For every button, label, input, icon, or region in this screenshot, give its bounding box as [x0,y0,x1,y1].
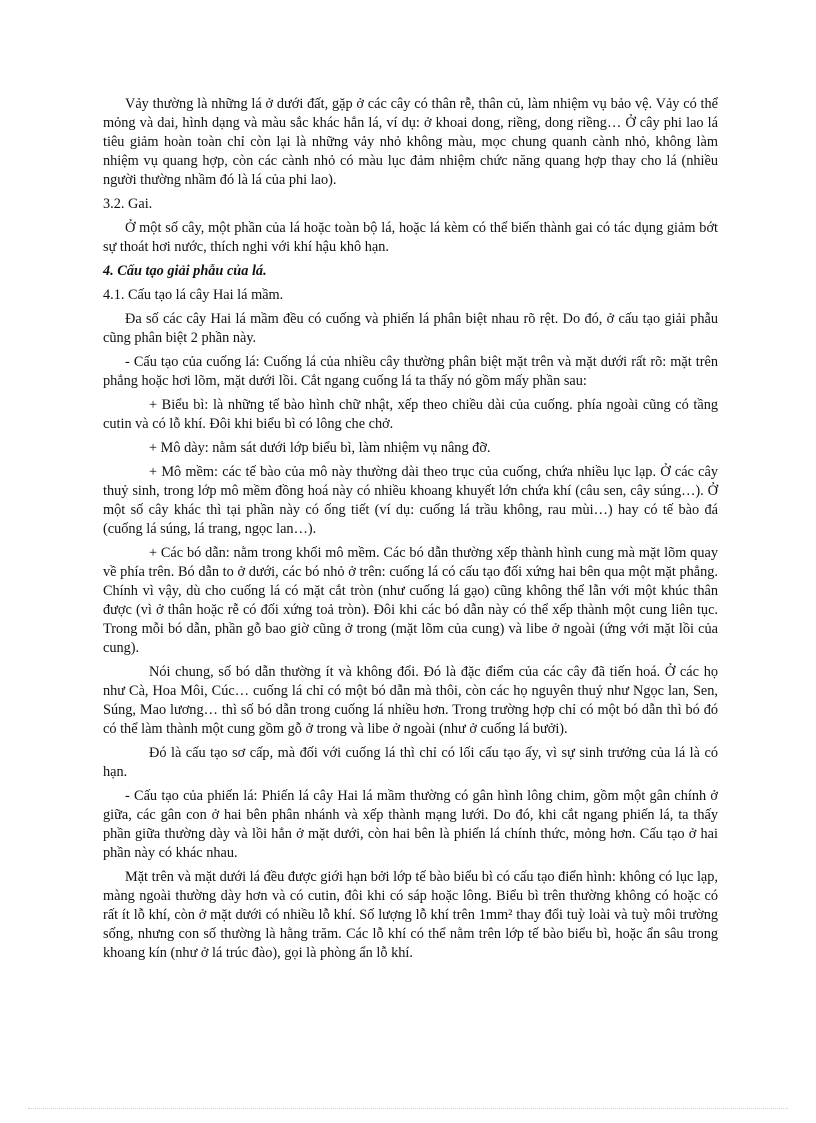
paragraph-primary-structure: Đó là cấu tạo sơ cấp, mà đối với cuống lá thì chỉ có lối cấu tạo ấy, vì sự sinh trưởng của lá là có hạn. [103,745,718,780]
paragraph-petiole-structure: - Cấu tạo của cuống lá: Cuống lá của nhiều cây thường phân biệt mặt trên và mặt dưới rất rõ: mặt trên phẳng hoặc hơi lõm, mặt dưới lồi. Cắt ngang cuống lá ta thấy nó gồm mấy phần sau: [103,354,718,389]
list-item-vascular-bundles: + Các bó dẫn: nằm trong khối mô mềm. Các bó dẫn thường xếp thành hình cung mà mặt lõm quay về phía trên. Bó dẫn to ở dưới, các bó nhỏ ở trên: cuống lá có cấu tạo đối xứng hai bên qua một mặt phẳng. Chính vì vậy, dù cho cuống lá có mặt cắt tròn (như cuống lá gạo) cũng không thể lẫn với một khúc thân được (vì ở thân hoặc rễ có đối xứng toả tròn). Đôi khi các bó dẫn này có thể xếp thành một cung liên tục. Trong mỗi bó dẫn, phần gỗ bao giờ cũng ở trong (mặt lõm của cung) và libe ở ngoài (ứng với mặt lồi của cung). [103,545,718,656]
section-heading-thorns: 3.2. Gai. [103,196,153,212]
paragraph-thorns: Ở một số cây, một phần của lá hoặc toàn bộ lá, hoặc lá kèm có thể biến thành gai có tác dụng giảm bớt sự thoát hơi nước, thích nghi với khí hậu khô hạn. [103,220,718,255]
subsection-heading-dicot-leaf: 4.1. Cấu tạo lá cây Hai lá mầm. [103,287,284,303]
list-item-epidermis: + Biểu bì: là những tế bào hình chữ nhật, xếp theo chiều dài của cuống. phía ngoài cũng có tầng cutin và có lỗ khí. Đôi khi biểu bì có lông che chở. [103,397,718,432]
paragraph-blade-structure: - Cấu tạo của phiến lá: Phiến lá cây Hai lá mầm thường có gân hình lông chim, gồm một gân chính ở giữa, các gân con ở hai bên phân nhánh và xếp thành mạng lưới. Do đó, khi cắt ngang phiến lá, ta thấy phần giữa thường dày và lồi hẳn ở mặt dưới, còn hai bên là phiến lá chính thức, mỏng hơn. Cấu tạo ở hai phần này có khác nhau. [103,788,718,861]
paragraph-bundle-count: Nói chung, số bó dẫn thường ít và không đổi. Đó là đặc điểm của các cây đã tiến hoá. Ở các họ như Cà, Hoa Môi, Cúc… cuống lá chỉ có một bó dẫn mà thôi, còn các họ nguyên thuỷ như Ngọc lan, Sen, Súng, Mao lương… thì số bó dẫn trong cuống lá nhiều hơn. Trong trường hợp chỉ có một bó dẫn thì bó đó có thể làm thành một cung gồm gỗ ở trong và libe ở ngoài (như ở cuống lá bưởi). [103,664,718,737]
paragraph-epidermis-stomata: Mặt trên và mặt dưới lá đều được giới hạn bởi lớp tế bào biểu bì có cấu tạo điển hình: không có lục lạp, màng ngoài thường dày hơn và có cutin, đôi khi có sáp hoặc lông. Biểu bì trên thường không có hoặc có rất ít lỗ khí, còn ở mặt dưới có nhiều lỗ khí. Số lượng lỗ khí trên 1mm² thay đổi tuỳ loài và tuỳ môi trường sống, nhưng con số thường là hằng trăm. Các lỗ khí có thể nằm trên lớp tế bào biểu bì, hoặc ẩn sâu trong khoang kín (như ở lá trúc đào), gọi là phòng ẩn lỗ khí. [103,869,718,961]
page-bottom-divider [28,1108,788,1109]
list-item-parenchyma: + Mô mềm: các tế bào của mô này thường dài theo trục của cuống, chứa nhiều lục lạp. Ở các cây thuỷ sinh, trong lớp mô mềm đồng hoá này có nhiều khoang khuyết lớn chứa khí (câu sen, cây súng…). Ở một số cây khác thì tại phần này có ống tiết (ví dụ: cuống lá trầu không, rau mùi…) hay có tế bào đá (cuống lá súng, lá trang, ngọc lan…). [103,464,718,537]
section-heading-leaf-anatomy: 4. Cấu tạo giải phẫu của lá. [103,263,267,279]
paragraph-dicot-intro: Đa số các cây Hai lá mầm đều có cuống và phiến lá phân biệt nhau rõ rệt. Do đó, ở cấu tạo giải phẫu cũng phân biệt 2 phần này. [103,311,718,346]
paragraph-scale-leaves: Vảy thường là những lá ở dưới đất, gặp ở các cây có thân rễ, thân củ, làm nhiệm vụ bảo vệ. Vảy có thể mỏng và dai, hình dạng và màu sắc khác hẳn lá, ví dụ: ở khoai dong, riềng, dong riềng… Ở cây phi lao lá tiêu giảm hoàn toàn chỉ còn lại là những vảy nhỏ không màu, mọc chung quanh cành nhỏ, không làm nhiệm vụ quang hợp, còn các cành nhỏ có màu lục đảm nhiệm chức năng quang hợp thay cho lá (nhiều người thường nhầm đó là lá của phi lao). [103,96,718,188]
list-item-collenchyma: + Mô dày: nằm sát dưới lớp biểu bì, làm nhiệm vụ nâng đỡ. [149,440,491,456]
document-body [103,95,718,968]
